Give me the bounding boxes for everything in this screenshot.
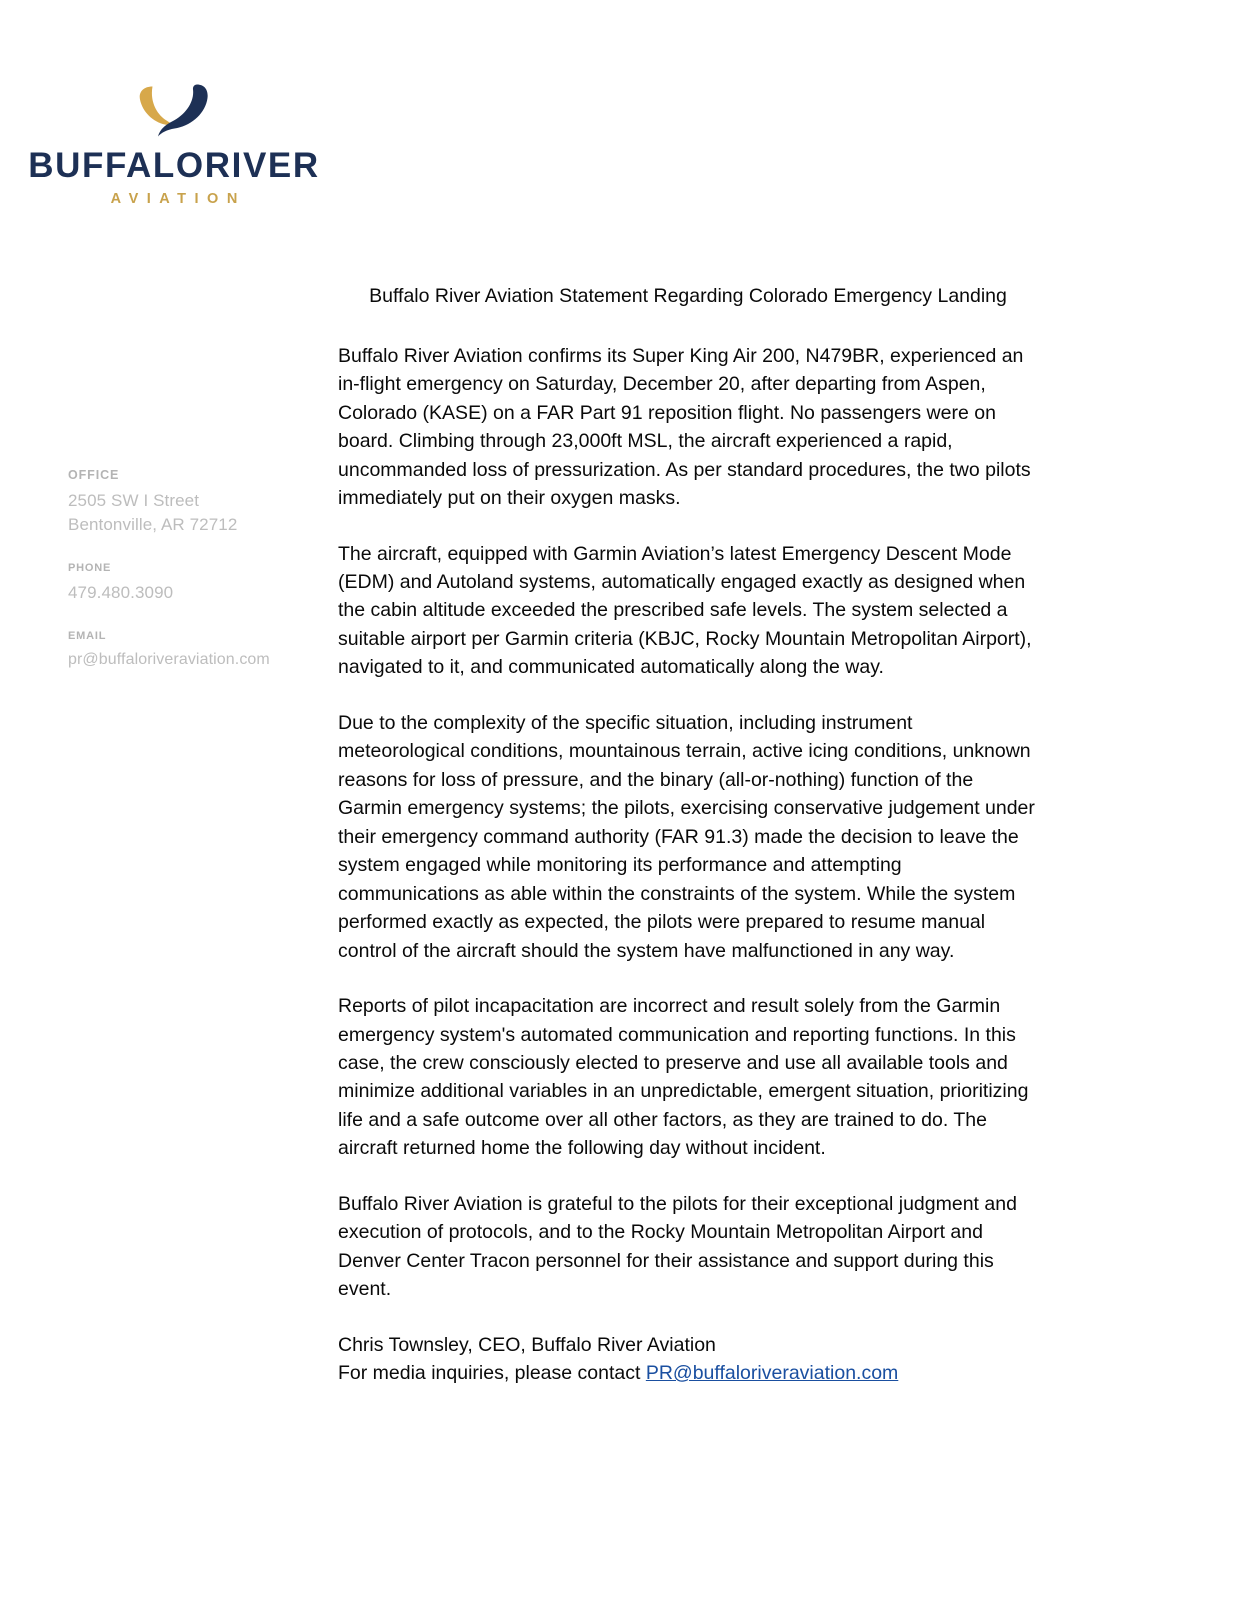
- email-label: EMAIL: [68, 630, 107, 643]
- company-logo: [24, 70, 324, 207]
- statement-body: [338, 283, 1038, 1388]
- phone-value: 479.480.3090: [68, 583, 174, 603]
- office-label: OFFICE: [68, 468, 120, 482]
- page-title: Buffalo River Aviation Statement Regarding Colorado Emergency Landing: [369, 285, 1007, 307]
- statement-paragraph: Due to the complexity of the specific situation, including instrument meteorological conditions, mountainous terrain, active icing conditions, unknown reasons for loss of pressure, and the binary (all-or-nothing) function of the Garmin emergency systems; the pilots, exercising conservative judgement under their emergency command authority (FAR 91.3) made the decision to leave the system engaged while monitoring its performance and attempting communications as able within the constraints of the system. While the system performed exactly as expected, the pilots were prepared to resume manual control of the aircraft should the system have malfunctioned in any way.: [338, 711, 1035, 962]
- media-email-link[interactable]: PR@buffaloriveraviation.com: [645, 1362, 899, 1385]
- media-inquiry-prefix: For media inquiries, please contact: [338, 1362, 646, 1385]
- logo-tagline: AVIATION: [110, 191, 246, 207]
- signature-block: [338, 1331, 1038, 1388]
- email-value: pr@buffaloriveraviation.com: [68, 651, 270, 669]
- contact-block: [68, 468, 318, 672]
- office-address-line-2: Bentonville, AR 72712: [68, 515, 238, 535]
- logo-company-name: BUFFALORIVER: [28, 146, 320, 185]
- statement-paragraph: Reports of pilot incapacitation are incorrect and result solely from the Garmin emergency system's automated communication and reporting functions. In this case, the crew consciously elected to preserve and use all available tools and minimize additional variables in an unpredictable, emergent situation, prioritizing life and a safe outcome over all other factors, as they are trained to do. The aircraft returned home the following day without incident.: [338, 995, 1029, 1160]
- statement-paragraph: Buffalo River Aviation is grateful to the pilots for their exceptional judgment and execution of protocols, and to the Rocky Mountain Metropolitan Airport and Denver Center Tracon personnel for their assistance and support during this event.: [338, 1192, 1017, 1301]
- contact-office-group: [68, 468, 318, 537]
- office-address-line-1: 2505 SW I Street: [68, 491, 200, 510]
- statement-paragraph: The aircraft, equipped with Garmin Aviation’s latest Emergency Descent Mode (EDM) and Autoland systems, automatically engaged exactly as designed when the cabin altitude exceeded the prescribed safe levels. The system selected a suitable airport per Garmin criteria (KBJC, Rocky Mountain Metropolitan Airport), navigated to it, and communicated automatically along the way.: [338, 542, 1032, 679]
- signature-name-title: Chris Townsley, CEO, Buffalo River Aviation: [338, 1333, 716, 1356]
- buffalo-horns-icon: [24, 70, 324, 146]
- contact-phone-group: [68, 562, 318, 605]
- statement-paragraph: Buffalo River Aviation confirms its Super King Air 200, N479BR, experienced an in-flight emergency on Saturday, December 20, after departing from Aspen, Colorado (KASE) on a FAR Part 91 reposition flight. No passengers were on board. Climbing through 23,000ft MSL, the aircraft experienced a rapid, uncommanded loss of pressurization. As per standard procedures, the two pilots immediately put on their oxygen masks.: [338, 344, 1031, 510]
- phone-label: PHONE: [68, 562, 112, 575]
- contact-email-group: [68, 630, 318, 672]
